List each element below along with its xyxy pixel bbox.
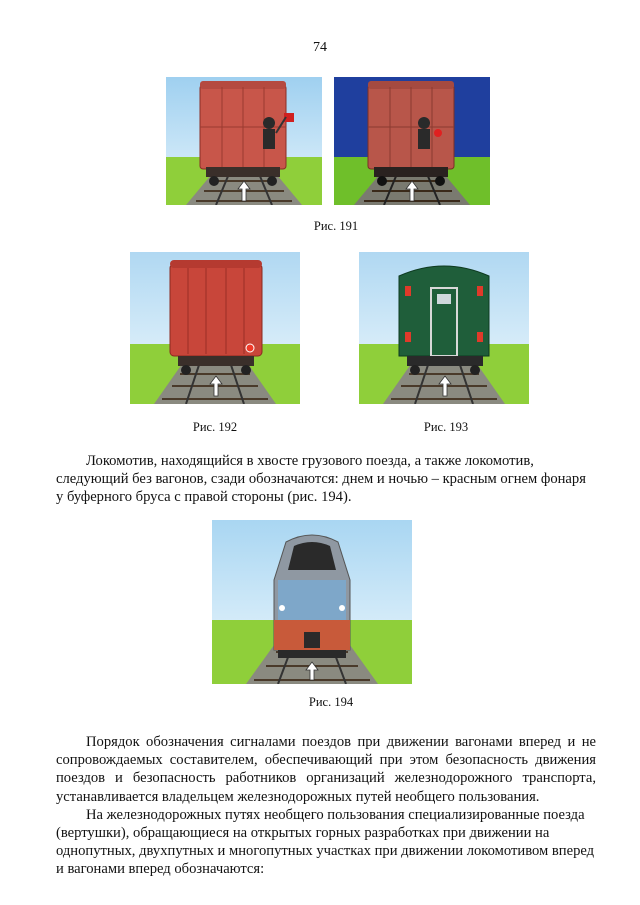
figure-192-caption: Рис. 192 — [192, 420, 238, 434]
figure-193-illustration — [359, 252, 529, 404]
paragraph-2-text: Порядок обозначения сигналами поездов при движении вагонами вперед и не сопровождаемых составителем, обеспечивающий при этом безопасность движения поездов и безопасность работников организаций железнодорожного транспорта, устанавливается владельцем железнодорожных путей необщего пользования. — [56, 734, 596, 805]
figure-191-night-illustration — [334, 77, 490, 205]
figure-192-illustration — [130, 252, 300, 404]
paragraph-1-text: Локомотив, находящийся в хвосте грузового поезда, а также локомотив, следующий без вагонов, сзади обозначаются: днем и ночью – красным огнем фонаря у буферного бруса с правой стороны (рис. 194). — [56, 453, 586, 506]
figure-194-caption: Рис. 194 — [308, 695, 354, 709]
paragraph-3-text: На железнодорожных путях необщего пользования специализированные поезда (вертушки), обращающиеся на открытых горных разработках при движении на однопутных, двухпутных и многопутных участках при движении локомотивом вперед и вагонами вперед обозначаются: — [56, 806, 595, 878]
figure-194-illustration — [212, 520, 412, 684]
paragraph-block-signals — [56, 733, 596, 879]
figure-193-caption: Рис. 193 — [423, 420, 469, 434]
figure-191-day-illustration — [166, 77, 322, 205]
figure-191-caption: Рис. 191 — [313, 219, 359, 233]
paragraph-locomotive-tail — [56, 452, 596, 507]
page-number: 74 — [313, 40, 327, 55]
